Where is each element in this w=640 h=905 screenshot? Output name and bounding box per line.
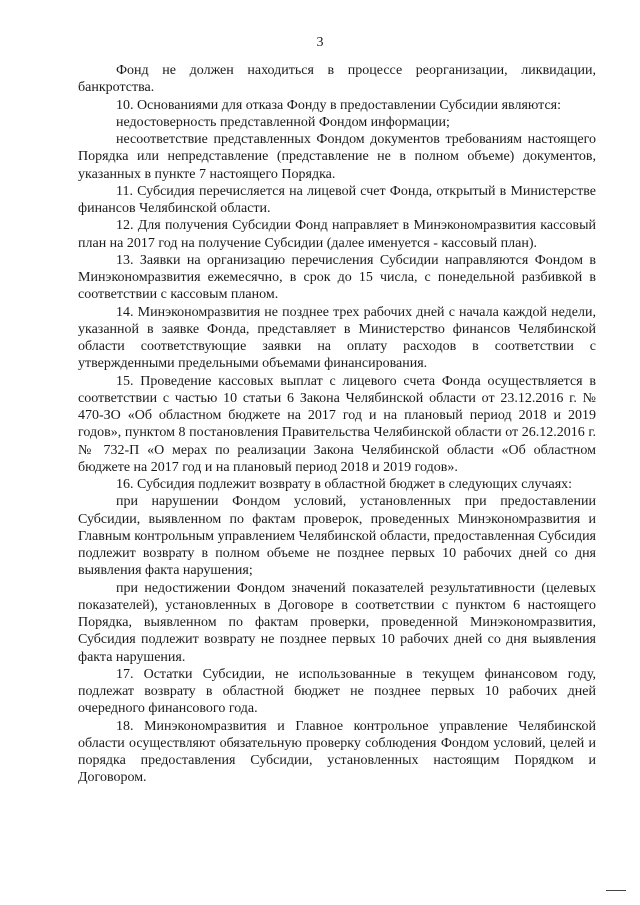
paragraph-10-refusal-grounds: 10. Основаниями для отказа Фонду в предоставлении Субсидии являются: bbox=[116, 97, 561, 113]
paragraph-14-weekly-requests: 14. Минэкономразвития не позднее трех рабочих дней с начала каждой недели, указанной в заявке Фонда, представляет в Министерство финансов Челябинской области соответствующие заявки на оплату расходов в соответствии с утвержденными предельными объемами финансирования. bbox=[78, 304, 596, 372]
paragraph-13-requests: 13. Заявки на организацию перечисления Субсидии направляются Фондом в Минэкономразвития ежемесячно, в срок до 15 числа, с понедельной разбивкой в соответствии с кассовым планом. bbox=[78, 252, 596, 303]
document-body bbox=[78, 62, 596, 787]
paragraph-16-return-cases: 16. Субсидия подлежит возврату в областной бюджет в следующих случаях: bbox=[116, 477, 573, 492]
paragraph-16-item-violation: при нарушении Фондом условий, установленных при предоставлении Субсидии, выявленном по фактам проверок, проведенных Минэкономразвития и Главным контрольным управлением Челябинской области, предоставленная Субсидия подлежит возврату в полном объеме не позднее первых 10 рабочих дней со дня выявления факта нарушения; bbox=[78, 494, 596, 579]
paragraph-12-cash-plan: 12. Для получения Субсидии Фонд направляет в Минэкономразвития кассовый план на 2017 год на получение Субсидии (далее именуется - кассовый план). bbox=[78, 218, 596, 251]
paragraph-17-remainders: 17. Остатки Субсидии, не использованные в текущем финансовом году, подлежат возврату в областной бюджет не позднее первых 10 рабочих дней очередного финансового года. bbox=[78, 666, 596, 717]
paragraph-10-item-unreliable-info: недостоверность представленной Фондом информации; bbox=[116, 114, 450, 130]
paragraph-10-item-non-compliance: несоответствие представленных Фондом документов требованиям настоящего Порядка или непредставление (представление не в полном объеме) документов, указанных в пункте 7 настоящего Порядка. bbox=[78, 132, 596, 182]
paragraph-16-item-indicators: при недостижении Фондом значений показателей результативности (целевых показателей), установленных в Договоре в соответствии с пунктом 6 настоящего Порядка, выявленном по фактам проверки, проведенной Минэкономразвития, Субсидия подлежит возврату не позднее первых 10 рабочих дней со дня выявления факта нарушения. bbox=[78, 580, 596, 665]
paragraph-11-transfer: 11. Субсидия перечисляется на лицевой счет Фонда, открытый в Министерстве финансов Челябинской области. bbox=[78, 183, 596, 216]
paragraph-fund-status: Фонд не должен находиться в процессе реорганизации, ликвидации, банкротства. bbox=[78, 63, 596, 96]
paragraph-15-cash-payments: 15. Проведение кассовых выплат с лицевого счета Фонда осуществляется в соответствии с частью 10 статьи 6 Закона Челябинской области от 23.12.2016 г. № 470-ЗО «Об областном бюджете на 2017 год и на плановый период 2018 и 2019 годов», пунктом 8 постановления Правительства Челябинской области от 26.12.2016 г. № 732-П «О мерах по реализации Закона Челябинской области «Об областном бюджете на 2017 год и на плановый период 2018 и 2019 годов». bbox=[78, 373, 596, 475]
page-number: 3 bbox=[316, 35, 324, 50]
paragraph-18-control: 18. Минэкономразвития и Главное контрольное управление Челябинской области осуществляют обязательную проверку соблюдения Фондом условий, целей и порядка предоставления Субсидии, установленных настоящим Порядком и Договором. bbox=[78, 718, 596, 786]
corner-mark bbox=[606, 890, 626, 891]
